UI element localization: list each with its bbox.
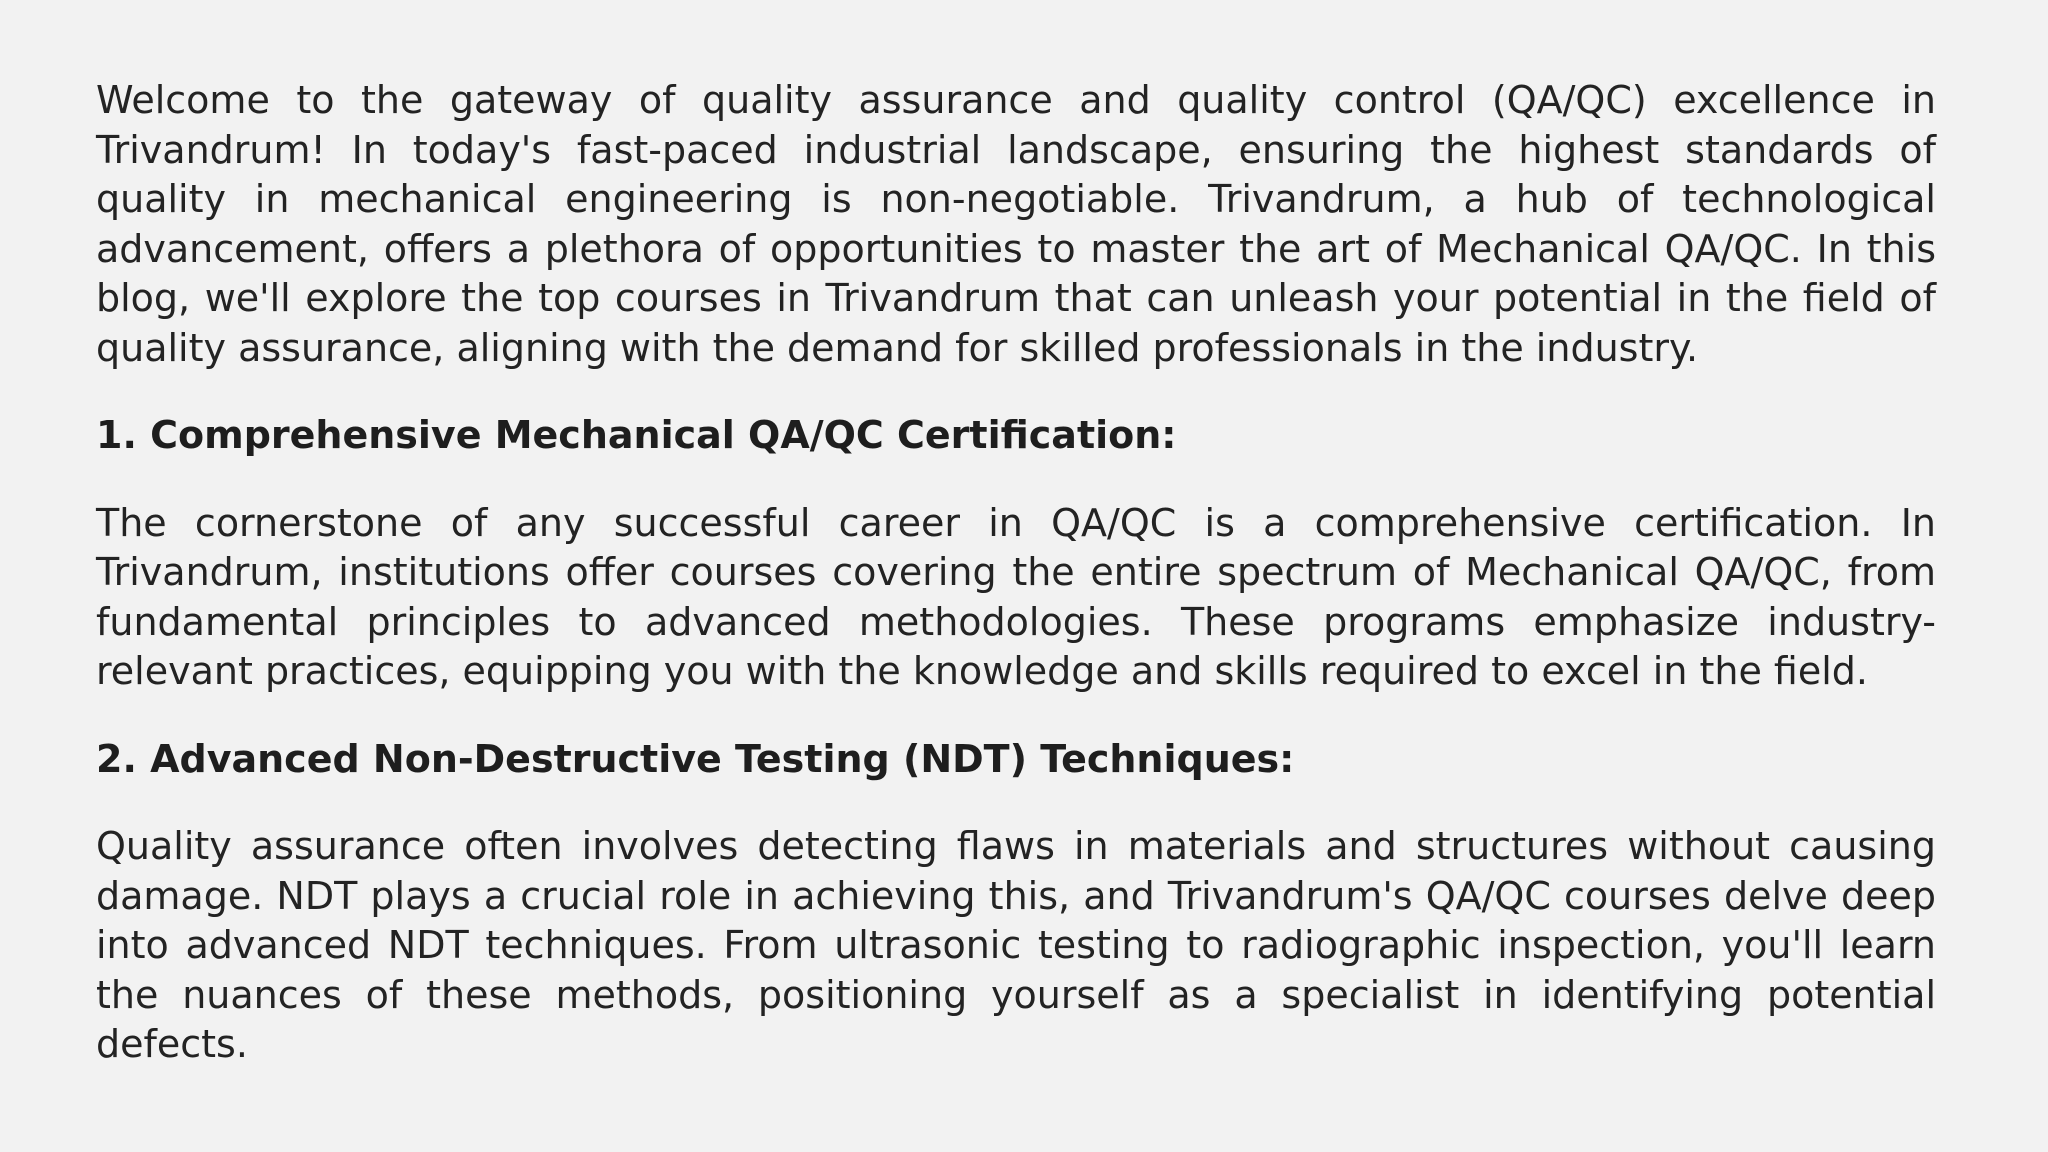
section-heading-ndt: 2. Advanced Non-Destructive Testing (NDT) Techniques: (96, 736, 1295, 781)
intro-paragraph: Welcome to the gateway of quality assurance and quality control (QA/QC) excellence in Trivandrum! In today's fast-paced industrial landscape, ensuring the highest standards of quality in mechanical engineering is non-negotiable. Trivandrum, a hub of technological advancement, offers a plethora of opportunities to master the art of Mechanical QA/QC. In this blog, we'll explore the top courses in Trivandrum that can unleash your potential in the field of quality assurance, aligning with the demand for skilled professionals in the industry. (96, 78, 1936, 370)
section-heading-certification: 1. Comprehensive Mechanical QA/QC Certification: (96, 413, 1177, 457)
section-body-ndt: Quality assurance often involves detecting flaws in materials and structures without causing damage. NDT plays a crucial role in achieving this, and Trivandrum's QA/QC courses delve deep into advanced NDT techniques. From ultrasonic testing to radiographic inspection, you'll learn the nuances of these methods, positioning yourself as a specialist in identifying potential defects. (96, 824, 1936, 1066)
article-content (96, 76, 1936, 1070)
section-body-certification: The cornerstone of any successful career in QA/QC is a comprehensive certification. In Trivandrum, institutions offer courses covering the entire spectrum of Mechanical QA/QC, from fundamental principles to advanced methodologies. These programs emphasize industry-relevant practices, equipping you with the knowledge and skills required to excel in the field. (96, 500, 1936, 693)
